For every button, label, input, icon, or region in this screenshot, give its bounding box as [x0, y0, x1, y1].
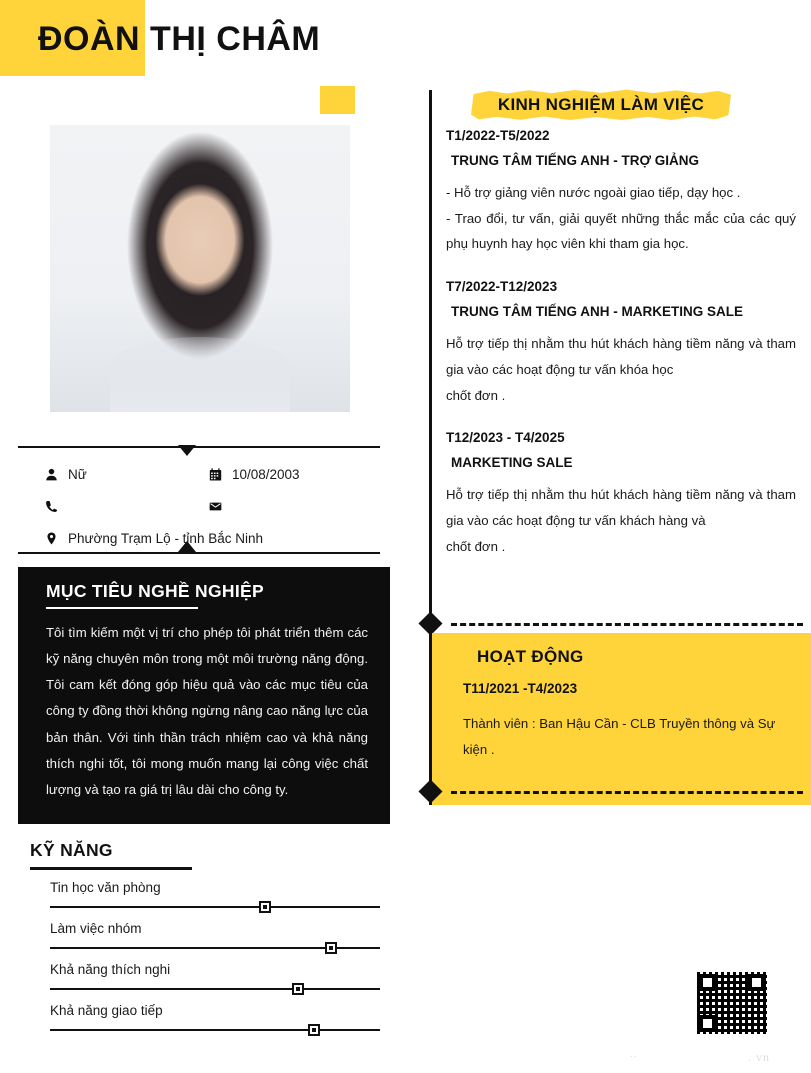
job-position: TRUNG TÂM TIẾNG ANH - TRỢ GIẢNG — [451, 153, 699, 168]
job-position: MARKETING SALE — [451, 455, 573, 471]
address-value: Phường Trạm Lộ - tỉnh Bắc Ninh — [68, 530, 263, 546]
slider-track — [50, 988, 380, 991]
contact-phone — [44, 500, 208, 513]
location-pin-icon — [44, 532, 59, 545]
objective-underline — [46, 607, 198, 609]
experience-title: KINH NGHIỆM LÀM VIỆC — [497, 95, 705, 114]
slider-handle[interactable] — [259, 901, 271, 913]
objective-title: MỤC TIÊU NGHỀ NGHIỆP — [46, 581, 264, 601]
skill-label: Khả năng giao tiếp — [50, 1002, 163, 1018]
experience-item — [446, 128, 796, 257]
job-description — [446, 331, 796, 408]
skill-label: Làm việc nhóm — [50, 920, 142, 936]
qr-finder-pattern — [699, 1015, 716, 1032]
skill-item — [30, 880, 390, 913]
activity-date: T11/2021 -T4/2023 — [463, 681, 578, 696]
job-description — [446, 180, 796, 257]
skill-slider[interactable] — [50, 901, 380, 913]
job-description-line: Hỗ trợ tiếp thị nhằm thu hút khách hàng tiềm năng và tham gia vào các hoạt động tư vấn khách hàng và — [446, 487, 796, 529]
skills-underline — [30, 867, 192, 870]
dashed-divider — [451, 623, 803, 626]
gender-value: Nữ — [68, 466, 87, 482]
page-title: ĐOÀN THỊ CHÂM — [38, 20, 321, 58]
experience-list — [446, 128, 796, 582]
contact-row — [44, 458, 384, 490]
contact-divider-top — [18, 446, 380, 448]
qr-code[interactable] — [697, 972, 767, 1034]
activity-section — [432, 633, 811, 805]
contact-email — [208, 500, 384, 513]
skills-title: KỸ NĂNG — [30, 840, 113, 860]
objective-body: Tôi tìm kiếm một vị trí cho phép tôi phát triển thêm các kỹ năng chuyên môn trong một môi trường năng động. Tôi cam kết đóng góp hiệu quả vào các mục tiêu của công ty đồng thời không ngừng nâng cao năng lực của bản thân. Với tinh thần trách nhiệm cao và khả năng thích nghi tốt, tôi mong muốn mang lại công việc chất lượng và tạo ra giá trị lâu dài cho công ty. — [46, 625, 368, 797]
slider-track — [50, 906, 380, 909]
contact-row — [44, 522, 384, 554]
slider-handle[interactable] — [308, 1024, 320, 1036]
watermark-left: .. — [630, 1048, 638, 1060]
slider-handle[interactable] — [292, 983, 304, 995]
contact-gender — [44, 467, 208, 482]
timeline-diamond-marker — [418, 611, 442, 635]
job-description-line: Hỗ trợ tiếp thị nhằm thu hút khách hàng tiềm năng và tham gia vào các hoạt động tư vấn khóa học — [446, 336, 796, 377]
dashed-divider — [451, 791, 803, 794]
job-position: TRUNG TÂM TIẾNG ANH - MARKETING SALE — [451, 304, 743, 320]
job-description-line: chốt đơn . — [446, 538, 506, 554]
job-description-line: chốt đơn . — [446, 387, 506, 403]
skill-slider[interactable] — [50, 983, 380, 995]
phone-icon — [44, 500, 59, 513]
skill-label: Tin học văn phòng — [50, 879, 161, 895]
experience-header — [471, 89, 731, 121]
skill-item — [30, 1003, 390, 1036]
skill-slider[interactable] — [50, 1024, 380, 1036]
job-description-line: - Hỗ trợ giảng viên nước ngoài giao tiếp, dạy học . — [446, 185, 741, 200]
slider-handle[interactable] — [325, 942, 337, 954]
person-icon — [44, 468, 59, 481]
watermark-right: . vn — [748, 1050, 770, 1064]
job-description-line: - Trao đổi, tư vấn, giải quyết những thắc mắc của các quý phụ huynh hay học viên khi tham gia học. — [446, 210, 796, 252]
right-column — [411, 0, 811, 1073]
contact-dob — [208, 467, 384, 482]
contact-row — [44, 490, 384, 522]
skill-label: Khả năng thích nghi — [50, 961, 171, 977]
contact-address — [44, 531, 384, 546]
skill-slider[interactable] — [50, 942, 380, 954]
job-date: T7/2022-T12/2023 — [446, 279, 558, 295]
job-description — [446, 482, 796, 559]
experience-item — [446, 430, 796, 559]
slider-track — [50, 1029, 380, 1032]
qr-finder-pattern — [748, 974, 765, 991]
portrait-photo — [50, 125, 350, 412]
triangle-down-marker — [178, 445, 196, 456]
skill-item — [30, 921, 390, 954]
career-objective-section — [18, 567, 390, 824]
dob-value: 10/08/2003 — [232, 466, 300, 482]
qr-finder-pattern — [699, 974, 716, 991]
job-date: T1/2022-T5/2022 — [446, 128, 550, 143]
skill-item — [30, 962, 390, 995]
activity-body: Thành viên : Ban Hậu Cần - CLB Truyền thông và Sự kiện . — [463, 716, 776, 757]
envelope-icon — [208, 500, 223, 513]
experience-item — [446, 279, 796, 408]
contact-info — [44, 458, 384, 554]
activity-title: HOẠT ĐỘNG — [477, 647, 584, 666]
skills-section — [30, 840, 390, 1044]
calendar-icon — [208, 468, 223, 481]
job-date: T12/2023 - T4/2025 — [446, 430, 565, 446]
